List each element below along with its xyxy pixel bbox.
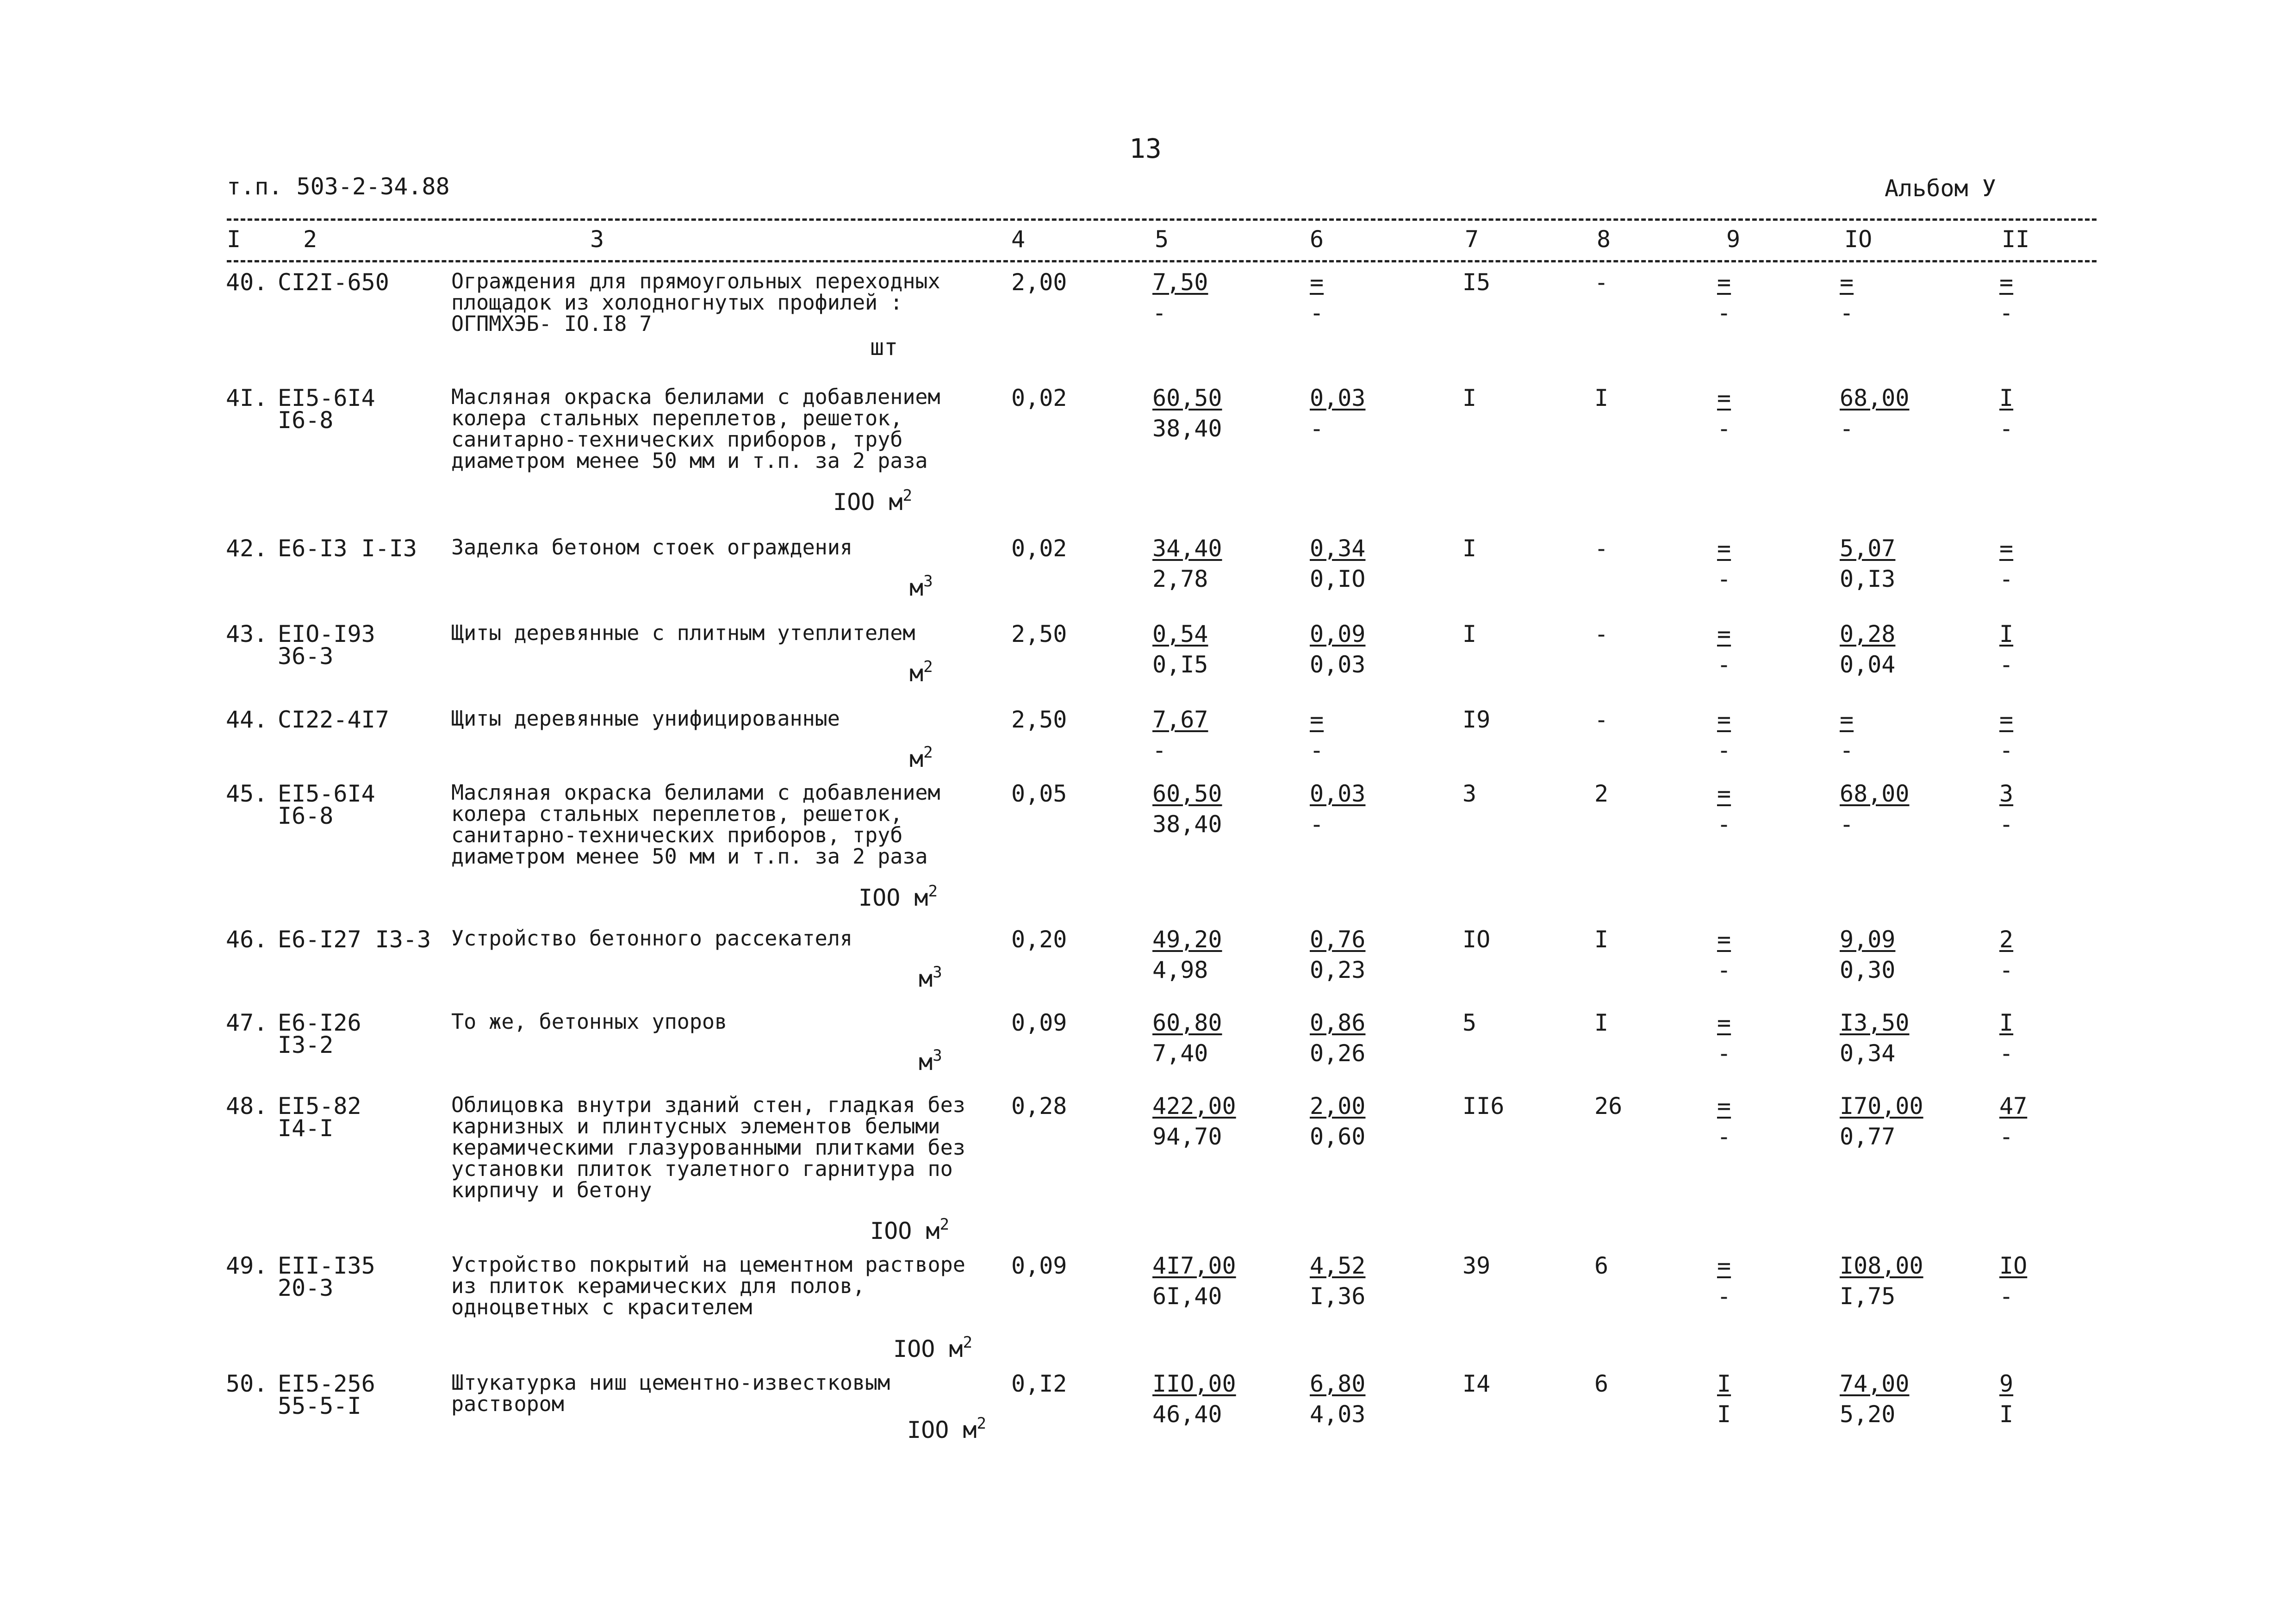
value-c11-lower: - [1999, 651, 2014, 678]
column-header: 5 [1155, 226, 1169, 253]
value-c7: IO [1462, 926, 1491, 953]
resource-code: 36-3 [278, 643, 334, 670]
value-c9: = [1717, 1252, 1731, 1279]
value-c9: = [1717, 535, 1731, 562]
quantity: 0,09 [1011, 1252, 1067, 1279]
value-c5: 49,20 [1152, 926, 1222, 953]
row-number: 44. [226, 706, 268, 733]
work-description: Масляная окраска белилами с добавлением колера стальных переплетов, решеток, санитарно-технических приборов, труб диаметром менее 50 мм и т.п. за 2 раза [451, 385, 940, 473]
value-c11: = [1999, 535, 2014, 562]
value-c11: IO [1999, 1252, 2028, 1279]
value-c11: I [1999, 385, 2014, 411]
row-number: 48. [226, 1093, 268, 1119]
resource-code: CI2I-650 [278, 269, 389, 296]
row-number: 46. [226, 926, 268, 953]
quantity: 2,50 [1011, 706, 1067, 733]
value-c6-lower: - [1310, 737, 1324, 764]
value-c9-lower: - [1717, 1040, 1731, 1067]
value-c11: 2 [1999, 926, 2014, 953]
value-c6-lower: 0,60 [1310, 1123, 1366, 1150]
value-c11-lower: I [1999, 1401, 2014, 1428]
resource-code: EI5-6I4 [278, 780, 375, 807]
value-c9-lower: - [1717, 811, 1731, 838]
value-c10-lower: - [1840, 737, 1854, 764]
album-label: Альбом У [1885, 175, 1996, 202]
header-top-rule [227, 218, 2097, 221]
value-c7: 39 [1462, 1252, 1491, 1279]
value-c10-lower: - [1840, 811, 1854, 838]
value-c5-lower: 46,40 [1152, 1401, 1222, 1428]
value-c5: 34,40 [1152, 535, 1222, 562]
row-number: 49. [226, 1252, 268, 1279]
row-number: 47. [226, 1009, 268, 1036]
value-c5: 60,80 [1152, 1009, 1222, 1036]
value-c8: 2 [1594, 780, 1609, 807]
unit-of-measure: IOO $м^2$ [859, 882, 938, 911]
value-c10-lower: 0,30 [1840, 957, 1896, 983]
value-c6: 0,03 [1310, 385, 1366, 411]
value-c5-lower: 0,I5 [1152, 651, 1208, 678]
value-c11-lower: - [1999, 737, 2014, 764]
value-c5: 60,50 [1152, 780, 1222, 807]
value-c6-lower: 0,23 [1310, 957, 1366, 983]
value-c5: IIO,00 [1152, 1370, 1236, 1397]
column-header: 6 [1310, 226, 1324, 253]
unit-of-measure: $м^2$ [909, 658, 933, 687]
resource-code: CI22-4I7 [278, 706, 389, 733]
value-c9-lower: - [1717, 1123, 1731, 1150]
value-c9: = [1717, 385, 1731, 411]
value-c8: - [1594, 269, 1609, 296]
value-c8: 6 [1594, 1370, 1609, 1397]
row-number: 4I. [226, 385, 268, 411]
value-c5: 4I7,00 [1152, 1252, 1236, 1279]
value-c9: = [1717, 926, 1731, 953]
value-c9: = [1717, 1009, 1731, 1036]
value-c9-lower: - [1717, 566, 1731, 592]
column-header: I [227, 226, 241, 253]
value-c6-lower: - [1310, 811, 1324, 838]
quantity: 2,50 [1011, 621, 1067, 647]
quantity: 0,20 [1011, 926, 1067, 953]
value-c6: 4,52 [1310, 1252, 1366, 1279]
column-header: 3 [590, 226, 604, 253]
quantity: 2,00 [1011, 269, 1067, 296]
value-c5: 7,67 [1152, 706, 1208, 733]
value-c6-lower: 4,03 [1310, 1401, 1366, 1428]
value-c8: I [1594, 385, 1609, 411]
value-c11: = [1999, 269, 2014, 296]
value-c6-lower: - [1310, 415, 1324, 442]
value-c10: 74,00 [1840, 1370, 1910, 1397]
value-c11-lower: - [1999, 1283, 2014, 1310]
resource-code: EI5-256 [278, 1370, 375, 1397]
resource-code: E6-I26 [278, 1009, 361, 1036]
value-c9-lower: - [1717, 957, 1731, 983]
value-c9: = [1717, 780, 1731, 807]
work-description: Устройство бетонного рассекателя [451, 926, 852, 951]
value-c6: 0,09 [1310, 621, 1366, 647]
value-c11-lower: - [1999, 1123, 2014, 1150]
value-c6-lower: 0,26 [1310, 1040, 1366, 1067]
value-c5-lower: 2,78 [1152, 566, 1208, 592]
resource-code: I3-2 [278, 1032, 334, 1058]
value-c10-lower: 0,34 [1840, 1040, 1896, 1067]
column-header: 4 [1011, 226, 1026, 253]
value-c10: 9,09 [1840, 926, 1896, 953]
value-c5-lower: - [1152, 299, 1167, 326]
value-c9-lower: - [1717, 415, 1731, 442]
value-c7: II6 [1462, 1093, 1505, 1119]
row-number: 40. [226, 269, 268, 296]
value-c8: - [1594, 706, 1609, 733]
resource-code: E6-I27 I3-3 [278, 926, 431, 953]
value-c6: 0,03 [1310, 780, 1366, 807]
value-c10: = [1840, 706, 1854, 733]
resource-code: I4-I [278, 1115, 334, 1142]
value-c8: I [1594, 1009, 1609, 1036]
value-c11: 47 [1999, 1093, 2028, 1119]
work-description: Масляная окраска белилами с добавлением колера стальных переплетов, решеток, санитарно-технических приборов, труб диаметром менее 50 мм и т.п. за 2 раза [451, 780, 940, 869]
value-c7: I5 [1462, 269, 1491, 296]
value-c6: 6,80 [1310, 1370, 1366, 1397]
page-number: 13 [1129, 133, 1162, 164]
quantity: 0,28 [1011, 1093, 1067, 1119]
value-c8: - [1594, 535, 1609, 562]
value-c9: = [1717, 621, 1731, 647]
row-number: 42. [226, 535, 268, 562]
quantity: 0,02 [1011, 385, 1067, 411]
value-c6: 2,00 [1310, 1093, 1366, 1119]
value-c10: = [1840, 269, 1854, 296]
value-c9-lower: - [1717, 1283, 1731, 1310]
value-c9-lower: I [1717, 1401, 1731, 1428]
value-c8: - [1594, 621, 1609, 647]
value-c11: 9 [1999, 1370, 2014, 1397]
unit-of-measure: $м^3$ [919, 963, 942, 992]
value-c10-lower: 0,I3 [1840, 566, 1896, 592]
value-c10-lower: 5,20 [1840, 1401, 1896, 1428]
work-description: Устройство покрытий на цементном растворе из плиток керамических для полов, одноцветных с красителем [451, 1252, 965, 1319]
quantity: 0,09 [1011, 1009, 1067, 1036]
value-c5: 60,50 [1152, 385, 1222, 411]
value-c5-lower: 38,40 [1152, 811, 1222, 838]
value-c5-lower: - [1152, 737, 1167, 764]
unit-of-measure: IOO $м^2$ [870, 1215, 949, 1244]
unit-of-measure: $м^3$ [909, 572, 933, 601]
value-c8: I [1594, 926, 1609, 953]
value-c10-lower: 0,77 [1840, 1123, 1896, 1150]
value-c11: 3 [1999, 780, 2014, 807]
value-c9-lower: - [1717, 299, 1731, 326]
value-c8: 26 [1594, 1093, 1623, 1119]
value-c10: 68,00 [1840, 385, 1910, 411]
value-c9: = [1717, 269, 1731, 296]
unit-of-measure: шт [870, 334, 898, 361]
value-c11: = [1999, 706, 2014, 733]
value-c9-lower: - [1717, 737, 1731, 764]
value-c10: I3,50 [1840, 1009, 1910, 1036]
unit-of-measure: IOO $м^2$ [907, 1414, 986, 1443]
work-description: Штукатурка ниш цементно-известковым раствором [451, 1370, 890, 1416]
value-c11-lower: - [1999, 299, 2014, 326]
work-description: То же, бетонных упоров [451, 1009, 728, 1034]
work-description: Щиты деревянные унифицированные [451, 706, 840, 731]
quantity: 0,05 [1011, 780, 1067, 807]
resource-code: I6-8 [278, 407, 334, 434]
work-description: Заделка бетоном стоек ограждения [451, 535, 852, 560]
unit-of-measure: $м^3$ [919, 1046, 942, 1076]
value-c5-lower: 94,70 [1152, 1123, 1222, 1150]
resource-code: I6-8 [278, 802, 334, 829]
value-c6: 0,34 [1310, 535, 1366, 562]
resource-code: EII-I35 [278, 1252, 375, 1279]
work-description: Щиты деревянные с плитным утеплителем [451, 621, 915, 645]
value-c10: I70,00 [1840, 1093, 1923, 1119]
value-c10-lower: I,75 [1840, 1283, 1896, 1310]
value-c10-lower: - [1840, 415, 1854, 442]
value-c9-lower: - [1717, 651, 1731, 678]
row-number: 45. [226, 780, 268, 807]
value-c10: I08,00 [1840, 1252, 1923, 1279]
resource-code: E6-I3 I-I3 [278, 535, 417, 562]
column-header: 9 [1726, 226, 1741, 253]
resource-code: EIO-I93 [278, 621, 375, 647]
value-c7: I [1462, 621, 1477, 647]
value-c6-lower: 0,IO [1310, 566, 1366, 592]
value-c8: 6 [1594, 1252, 1609, 1279]
column-header: II [2002, 226, 2030, 253]
column-header: IO [1844, 226, 1873, 253]
value-c10: 68,00 [1840, 780, 1910, 807]
value-c6-lower: I,36 [1310, 1283, 1366, 1310]
value-c7: I9 [1462, 706, 1491, 733]
value-c5-lower: 4,98 [1152, 957, 1208, 983]
value-c11-lower: - [1999, 566, 2014, 592]
column-header: 2 [303, 226, 317, 253]
value-c10-lower: 0,04 [1840, 651, 1896, 678]
value-c11: I [1999, 621, 2014, 647]
value-c6: 0,86 [1310, 1009, 1366, 1036]
value-c10: 5,07 [1840, 535, 1896, 562]
value-c5: 422,00 [1152, 1093, 1236, 1119]
value-c7: 5 [1462, 1009, 1477, 1036]
value-c11-lower: - [1999, 1040, 2014, 1067]
quantity: 0,02 [1011, 535, 1067, 562]
resource-code: EI5-6I4 [278, 385, 375, 411]
quantity: 0,I2 [1011, 1370, 1067, 1397]
resource-code: EI5-82 [278, 1093, 361, 1119]
value-c5-lower: 38,40 [1152, 415, 1222, 442]
value-c6-lower: - [1310, 299, 1324, 326]
value-c9: = [1717, 1093, 1731, 1119]
work-description: Ограждения для прямоугольных переходных площадок из холодногнутых профилей : ОГПМХЭБ- IO.I8 7 [451, 269, 940, 336]
value-c11-lower: - [1999, 811, 2014, 838]
value-c7: I [1462, 535, 1477, 562]
unit-of-measure: IOO $м^2$ [833, 486, 912, 516]
resource-code: 20-3 [278, 1275, 334, 1301]
resource-code: 55-5-I [278, 1393, 361, 1419]
value-c6: 0,76 [1310, 926, 1366, 953]
value-c7: I [1462, 385, 1477, 411]
unit-of-measure: IOO $м^2$ [893, 1333, 972, 1362]
value-c11-lower: - [1999, 415, 2014, 442]
row-number: 50. [226, 1370, 268, 1397]
value-c5-lower: 6I,40 [1152, 1283, 1222, 1310]
value-c7: I4 [1462, 1370, 1491, 1397]
header-bottom-rule [227, 260, 2097, 262]
value-c11-lower: - [1999, 957, 2014, 983]
unit-of-measure: $м^2$ [909, 743, 933, 772]
value-c10: 0,28 [1840, 621, 1896, 647]
value-c9: I [1717, 1370, 1731, 1397]
row-number: 43. [226, 621, 268, 647]
value-c6: = [1310, 269, 1324, 296]
value-c7: 3 [1462, 780, 1477, 807]
value-c6: = [1310, 706, 1324, 733]
document-code: т.п. 503-2-34.88 [227, 173, 450, 200]
value-c11: I [1999, 1009, 2014, 1036]
value-c9: = [1717, 706, 1731, 733]
value-c5: 7,50 [1152, 269, 1208, 296]
value-c5-lower: 7,40 [1152, 1040, 1208, 1067]
work-description: Облицовка внутри зданий стен, гладкая без карнизных и плинтусных элементов белыми керамическими глазурованными плитками без установки плиток туалетного гарнитура по кирпичу и бетону [451, 1093, 965, 1202]
value-c10-lower: - [1840, 299, 1854, 326]
value-c5: 0,54 [1152, 621, 1208, 647]
value-c6-lower: 0,03 [1310, 651, 1366, 678]
column-header: 8 [1597, 226, 1611, 253]
column-header: 7 [1465, 226, 1479, 253]
